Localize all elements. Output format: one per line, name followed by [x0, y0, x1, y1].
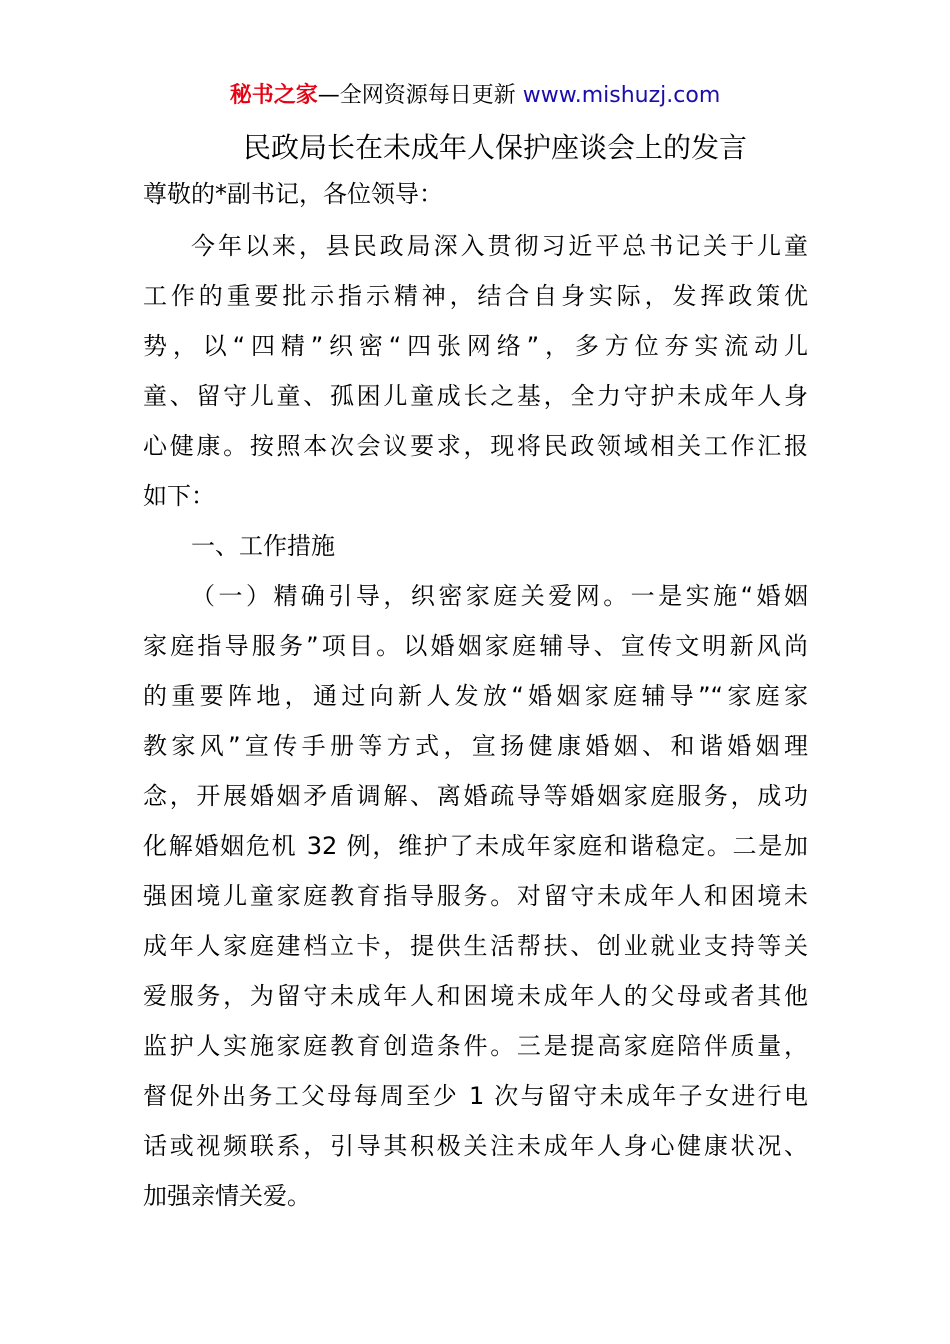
header-tagline: —全网资源每日更新	[317, 83, 523, 108]
paragraph-line: （一）精确引导，织密家庭关爱网。一是实施“婚姻	[191, 582, 808, 610]
document-title: 民政局长在未成年人保护座谈会上的发言	[242, 131, 747, 164]
section-heading: 一、工作措施	[191, 532, 335, 560]
paragraph-line: 的重要阵地，通过向新人发放“婚姻家庭辅导”“家庭家	[143, 682, 808, 710]
paragraph-line: 加强亲情关爱。	[143, 1182, 311, 1210]
paragraph-line: 化解婚姻危机 32 例，维护了未成年家庭和谐稳定。二是加	[143, 832, 808, 860]
brand-name: 秘书之家	[229, 83, 318, 108]
paragraph-line: 强困境儿童家庭教育指导服务。对留守未成年人和困境未	[143, 882, 808, 910]
paragraph-line: 爱服务，为留守未成年人和困境未成年人的父母或者其他	[143, 982, 808, 1010]
paragraph-line: 督促外出务工父母每周至少 1 次与留守未成年子女进行电	[143, 1082, 808, 1110]
paragraph-line: 话或视频联系，引导其积极关注未成年人身心健康状况、	[143, 1132, 808, 1160]
paragraph-line: 成年人家庭建档立卡，提供生活帮扶、创业就业支持等关	[143, 932, 808, 960]
paragraph-line: 家庭指导服务”项目。以婚姻家庭辅导、宣传文明新风尚	[143, 632, 808, 660]
paragraph-line: 心健康。按照本次会议要求，现将民政领域相关工作汇报	[143, 432, 808, 460]
paragraph-line: 工作的重要批示指示精神，结合自身实际，发挥政策优	[143, 282, 808, 310]
paragraph-line: 今年以来，县民政局深入贯彻习近平总书记关于儿童	[191, 232, 808, 260]
site-url-link[interactable]: www.mishuzj.com	[522, 83, 721, 108]
paragraph-line: 念，开展婚姻矛盾调解、离婚疏导等婚姻家庭服务，成功	[143, 782, 808, 810]
paragraph-line: 监护人实施家庭教育创造条件。三是提高家庭陪伴质量，	[143, 1032, 808, 1060]
paragraph-line: 势，以“四精”织密“四张网络”，多方位夯实流动儿	[143, 332, 808, 360]
site-header	[0, 80, 950, 112]
paragraph-line: 如下：	[143, 482, 215, 510]
paragraph-line: 教家风”宣传手册等方式，宣扬健康婚姻、和谐婚姻理	[143, 732, 808, 760]
greeting: 尊敬的*副书记，各位领导：	[143, 180, 443, 208]
paragraph-line: 童、留守儿童、孤困儿童成长之基，全力守护未成年人身	[143, 382, 808, 410]
